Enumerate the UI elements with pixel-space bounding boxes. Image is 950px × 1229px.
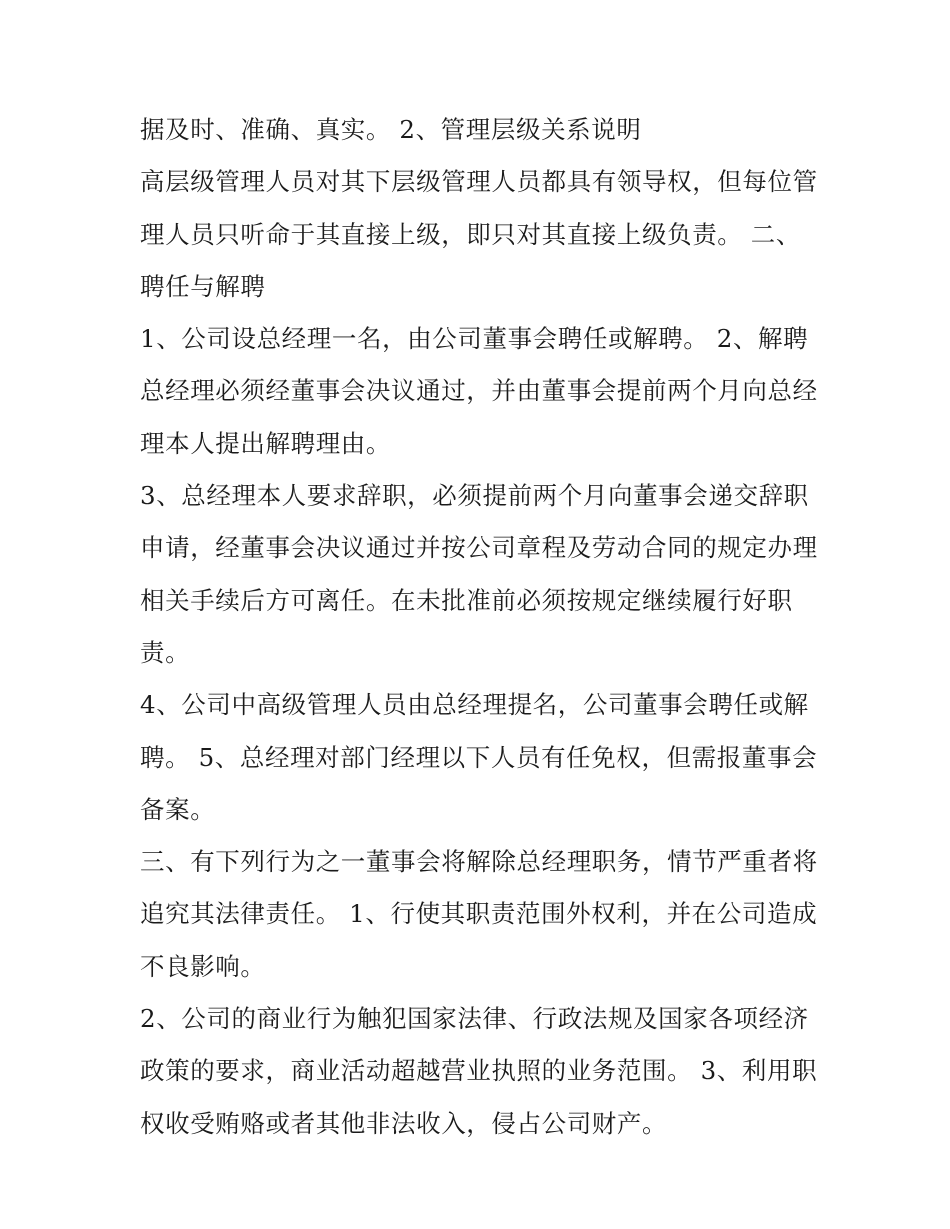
text-line: 相关手续后方可离任。在未批准前必须按规定继续履行好职 [140,585,793,615]
text-line: 申请，经董事会决议通过并按公司章程及劳动合同的规定办理 [140,533,818,563]
text-line: 追究其法律责任。 1、行使其职责范围外权利，并在公司造成 [140,899,818,929]
text-line: 不良影响。 [140,951,266,981]
text-line: 4、公司中高级管理人员由总经理提名，公司董事会聘任或解 [140,690,809,720]
text-line: 高层级管理人员对其下层级管理人员都具有领导权，但每位管 [140,167,818,197]
text-line: 总经理必须经董事会决议通过，并由董事会提前两个月向总经 [140,376,818,406]
text-line: 权收受贿赂或者其他非法收入，侵占公司财产。 [140,1108,668,1138]
text-line: 理人员只听命于其直接上级，即只对其直接上级负责。 二、 [140,219,801,249]
text-line: 责。 [140,637,191,667]
text-line: 3、总经理本人要求辞职，必须提前两个月向董事会递交辞职 [140,481,809,511]
document-body [140,104,820,1150]
text-line: 备案。 [140,794,216,824]
text-line: 三、有下列行为之一董事会将解除总经理职务，情节严重者将 [140,847,818,877]
text-line: 聘任与解聘 [140,271,266,301]
text-line: 据及时、准确、真实。 2、管理层级关系说明 [140,115,642,144]
text-line: 1、公司设总经理一名，由公司董事会聘任或解聘。 2、解聘 [140,324,809,354]
text-line: 聘。 5、总经理对部门经理以下人员有任免权，但需报董事会 [140,742,818,772]
text-line: 政策的要求，商业活动超越营业执照的业务范围。 3、利用职 [140,1056,818,1086]
text-line: 理本人提出解聘理由。 [140,428,391,458]
text-line: 2、公司的商业行为触犯国家法律、行政法规及国家各项经济 [140,1004,809,1034]
